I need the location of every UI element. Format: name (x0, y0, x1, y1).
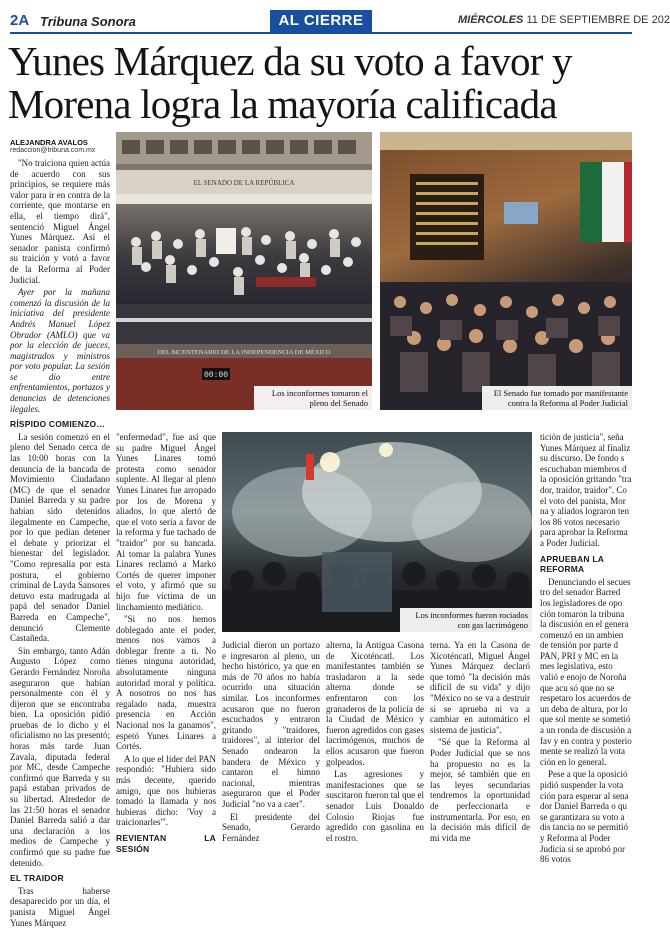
issue-date (458, 14, 670, 26)
paragraph: "No traiciona quien actúa de acuerdo con sus principios, se requiere más valor para ir en contra de la corriente, que montarse en ella, el tiempo dirá", sentenció Miguel Ángel Yunes Márquez. Así el senador panista confirmó su traición y votó a favor de la Reforma al Poder Judicial. (10, 158, 110, 285)
paragraph: alterna, la Antigua Casona de Xicoténcatl. Los manifestantes también se trasladaron a la sede alterna donde se enfrentaron con los granaderos de la policía de la Ciudad de México y fueron agredidos con gases lacrimógenos, muchos de ellos acusaron que fueron golpeados. (326, 640, 424, 767)
paragraph: tición de justicia", seña Yunes Márquez al finaliz su discurso. De fondo s escuchaban miembros d la oposición gritando "tra dor, traidor, traidor". Co el voto del panista, Mor na y aliados lograron ten los 86 votos necesario para aprobar la Reforma a Poder Judicial. (540, 432, 632, 548)
paragraph: El presidente del Senado, Gerardo Fernández (222, 811, 320, 843)
page-number: 2A (10, 12, 30, 29)
senate-protest-illustration (380, 132, 632, 410)
photo-caption: Los inconformes tomaron el pleno del Senado (254, 386, 372, 410)
date-day: MIÉRCOLES (458, 14, 524, 26)
paragraph: Denunciando el secues tro del senador Barred los legisladores de opo ción tomaron la tribuna la discusión en el genera comenzó en un ambien de tensión por parte d PAN, PRI y MC en la mes legislativa, esto valió e enojo de Noroña que acu só que no se respetaro los acuerdos de un deba de altura, por lo que sol mente se sometió a un ronda de discusión a fav y en contra y posterio mente se realizó la vota ción en lo general. (540, 576, 632, 767)
paragraph: A lo que el líder del PAN respondió: "Hubiera sido más decente, querido amigo, que nos hubieras tomado la llamada y nos hubieras dicho: 'Voy a traicionarles'". (116, 753, 216, 828)
byline-author: ALEJANDRA AVALOS (10, 138, 88, 147)
subheading: EL TRAIDOR (10, 873, 64, 884)
chamber-sign-bottom: DEL BICENTENARIO DE LA INDEPENDENCIA DE MÉXICO (157, 349, 331, 356)
senate-chamber-photo (116, 132, 372, 410)
article-column-5 (430, 640, 530, 843)
paragraph: Judicial dieron un portazo e ingresaron al pleno, un hecho histórico, ya que en más de 70 años no había ocurrido una situación similar. Los inconformes acusaron que no fueron escuchados y entraron gritando "traidores, traidores", al interior del Senado ondearon la bandera de México y cantaron el himno nacional, mientras aseguraron que el Poder Judicial "no va a caer". (222, 640, 320, 809)
paragraph: "Sé que la Reforma al Poder Judicial que se nos ha propuesto no es la mejor, sé también que en las leyes secundarias tendremos la oportunidad de perfeccionarla e instrumentarla. Por eso, en la decisión más difícil de mi vida me (430, 737, 530, 843)
paragraph: terna. Ya en la Casona de Xicoténcatl, Miguel Ángel Yunes Márquez declaró que tomó "la decisión más difícil de su vida" y dijo "México no se va a destruir si se aprueba ni va a cambiar en automático el sistema de justicia". (430, 640, 530, 735)
tear-gas-illustration (222, 432, 532, 632)
senate-protest-photo (380, 132, 632, 410)
subheading: REVIENTAN LA SESIÓN (116, 832, 216, 854)
photo-caption: El Senado fue tomado por manifestante contra la Reforma al Poder Judicial (482, 386, 632, 410)
subheading: RÍSPIDO COMIENZO… (10, 419, 106, 430)
senate-chamber-illustration (116, 132, 372, 410)
article-column-4 (326, 640, 424, 843)
paragraph: "enfermedad", fue así que su padre Miguel Ángel Yunes Linares tomó protesta como senador suplente. Al llegar al pleno Yunes Linares fue arropado por los de Morena y aliados, lo que alertó de que el voto sería a favor de la reforma y fue tachado de "traidor" por su bancada. Al tomar la palabra Yunes Linares reclamó a Marko Cortés de querer imponer el voto, y afirmó que su hijo fue víctima de un linchamiento mediático. (116, 432, 216, 612)
paragraph: Pese a que la oposició pidió suspender la vota ción para esperar al sena dor Daniel Barreda o qu se garantizara su voto a dis tancia no se permitió y Reforma al Poder Judicia si se aprobó por 86 votos (540, 769, 629, 865)
section-label: AL CIERRE (270, 10, 372, 32)
article-column-6 (540, 432, 632, 865)
chamber-clock: 00:00 (203, 371, 229, 380)
photo-caption: Los inconformes fueron rociados con gas lacrimógeno (400, 608, 532, 632)
date-rest: 11 DE SEPTIEMBRE DE 202 (526, 14, 670, 26)
subheading: APRUEBAN LA REFORMA (540, 553, 604, 575)
article-headline (8, 40, 632, 126)
paragraph: Las agresiones y manifestaciones que se suscitaron fueron tal que el senador Luis Donaldo Colosio Riojas fue agredido con gasolina en el rostro. (326, 769, 424, 843)
paragraph: La sesión comenzó en el pleno del Senado cerca de las 10:00 horas con la denuncia de la bancada de Movimiento Ciudadano (MC) de que el senador Daniel Barreda y su padre habían sido detenidos ilegalmente en Campeche, por lo que pedían detener el debate y priorizar el bienestar del legislador. "Como represalia por esta postura, el gobierno criminal de Layda Sansores detuvo esta madrugada al papá del senador Daniel Barreda en Campeche", denunció Clemente Castañeda. (10, 431, 110, 644)
paragraph: Tras haberse desaparecido por un día, el panista Miguel Ángel Yunes Márquez (10, 885, 110, 928)
chamber-sign-top: EL SENADO DE LA REPÚBLICA (193, 179, 295, 187)
headline-line-1: Yunes Márquez da su voto a favor y (8, 38, 572, 84)
byline (10, 138, 110, 154)
headline-line-2: Morena logra la mayoría calificada (8, 81, 557, 127)
byline-email[interactable]: redaccion@tribuna.com.mx (10, 147, 96, 154)
page-header (0, 0, 670, 32)
article-column-1 (10, 158, 110, 928)
paragraph: Sin embargo, tanto Adán Augusto López como Gerardo Fernández Noroña aseguraron que habían personalmente con él y dijeron que se encontraba bien. La oposición pidió pruebas de lo dicho y el oficialismo no las presentó; horas más tarde Juan Zavala, diputada federal por MC, desde Campeche confirmó que Barreda y su papá estaban privados de su libertad. Alrededor de las 21:50 horas el senador Daniel Barreda salió a dar una declaración a los medios de Campeche y confirmó que su padre fue detenido. (10, 645, 110, 868)
article-column-2 (116, 432, 216, 854)
header-rule (10, 32, 632, 34)
paragraph: Ayer por la mañana comenzó la discusión de la iniciativa del presidente Andrés Manuel López Obrador (AMLO) que va por la elección de jueces, magistrados y ministros por voto popular. La sesión se dio entre enfrentamientos, portazos y denuncias de detenciones ilegales. (10, 287, 110, 414)
publication-name: Tribuna Sonora (40, 14, 136, 29)
tear-gas-photo (222, 432, 532, 632)
paragraph: "Si no nos hemos doblegado ante el poder, menos nos vamos a doblegar frente a ti. No tienes ninguna autoridad, absolutamente ninguna autoridad moral y política. A nosotros no nos has regalado nada, muestra presencia en Acción Nacional nos la ganamos", espetó Yunes Linares a Cortés. (116, 614, 216, 752)
article-column-3 (222, 640, 320, 843)
